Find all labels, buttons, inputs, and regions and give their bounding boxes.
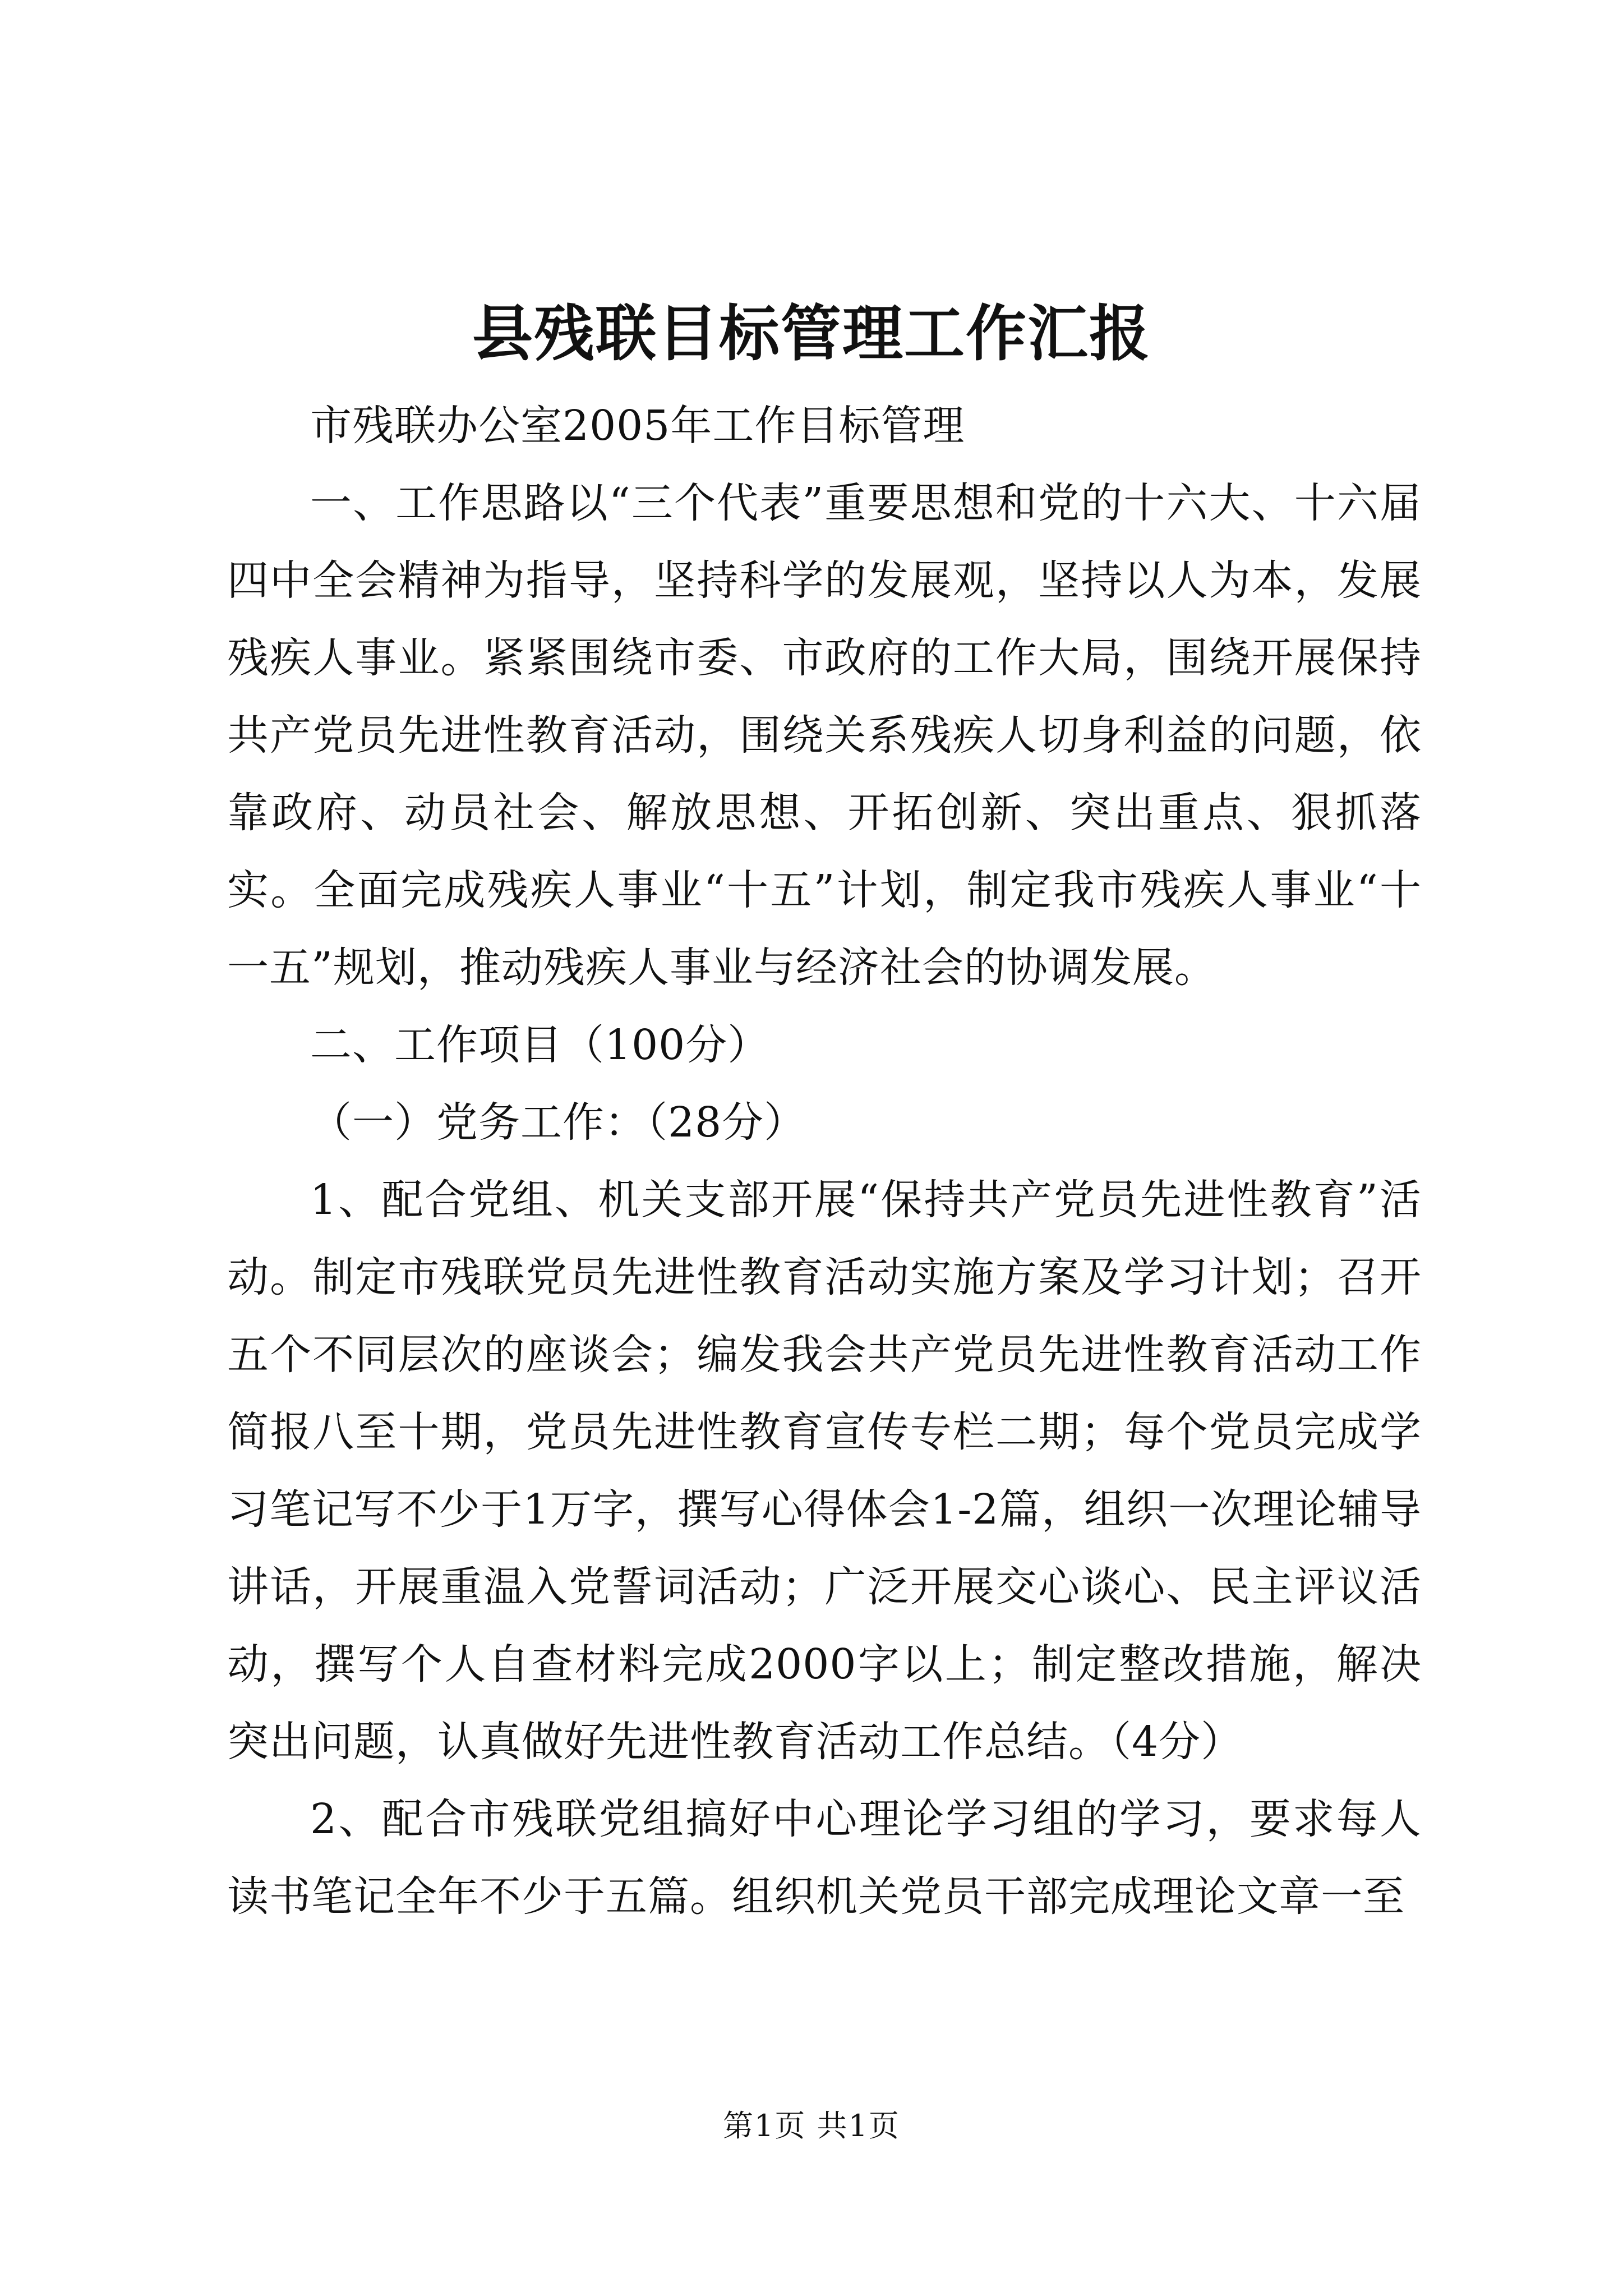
subtitle-paragraph: 市残联办公室2005年工作目标管理 xyxy=(310,402,965,450)
item-2-paragraph: 2、配合市残联党组搞好中心理论学习组的学习，要求每人读书笔记全年不少于五篇。组织机关党员干部完成理论文章一至 xyxy=(227,1795,1422,1921)
subsection-heading-party-affairs: （一）党务工作：（28分） xyxy=(310,1098,806,1147)
document-title: 县残联目标管理工作汇报 xyxy=(472,298,1151,369)
page-footer: 第1页 共1页 xyxy=(723,2108,900,2143)
item-1-paragraph: 1、配合党组、机关支部开展“保持共产党员先进性教育”活动。制定市残联党员先进性教育活动实施方案及学习计划；召开五个不同层次的座谈会；编发我会共产党员先进性教育活动工作简报八至十期，党员先进性教育宣传专栏二期；每个党员完成学习笔记写不少于1万字，撰写心得体会1-2篇，组织一次理论辅导讲话，开展重温入党誓词活动；广泛开展交心谈心、民主评议活动，撰写个人自查材料完成2000字以上；制定整改措施，解决突出问题，认真做好先进性教育活动工作总结。（4分） xyxy=(227,1176,1422,1766)
document-body xyxy=(227,387,1422,1935)
work-idea-paragraph: 一、工作思路以“三个代表”重要思想和党的十六大、十六届四中全会精神为指导，坚持科学的发展观，坚持以人为本，发展残疾人事业。紧紧围绕市委、市政府的工作大局，围绕开展保持共产党员先进性教育活动，围绕关系残疾人切身利益的问题，依靠政府、动员社会、解放思想、开拓创新、突出重点、狠抓落实。全面完成残疾人事业“十五”计划，制定我市残疾人事业“十一五”规划，推动残疾人事业与经济社会的协调发展。 xyxy=(227,479,1422,992)
section-heading-work-items: 二、工作项目（100分） xyxy=(310,1021,770,1069)
